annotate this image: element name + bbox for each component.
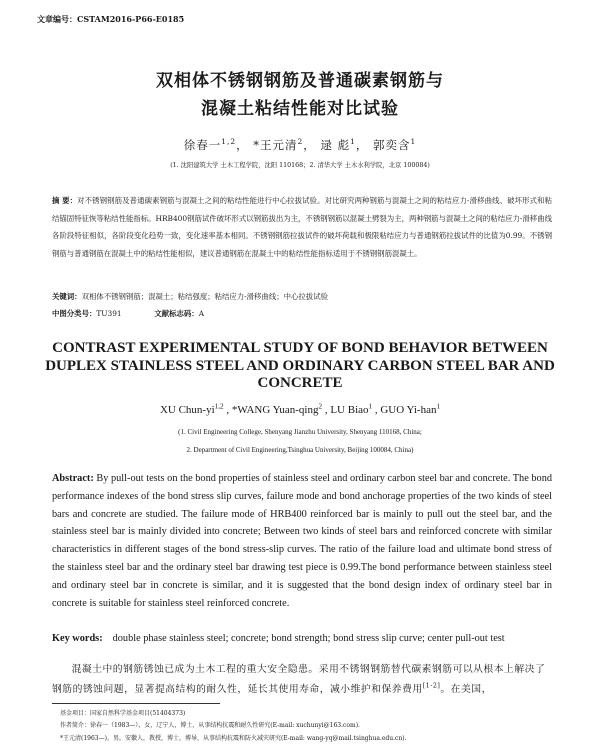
chinese-title-line-2: 混凝土粘结性能对比试验 [201, 99, 399, 119]
footnote-author-1: 作者简介：徐春一（1983—），女，辽宁人，博士，从事结构抗震和耐久性研究(E-mail: xuchunyi@163.com). [60, 722, 360, 729]
author-affiliation-mark: 1 [368, 402, 373, 411]
author-affiliation-mark: 1,2 [221, 137, 237, 147]
chinese-keywords [52, 291, 552, 302]
footnote-author-2: *王元清(1963—)，男，安徽人，教授，博士，博导，从事结构抗震和防火减灾研究(E-mail: wang-yq@mail.tsinghua.edu.cn). [60, 735, 407, 742]
footnote-funding: 基金项目：国家自然科学基金项目(51404373) [60, 710, 186, 717]
author-name: 徐春一 [183, 138, 222, 152]
document-code-value: A [198, 309, 205, 318]
author-name: XU Chun-yi [159, 404, 215, 416]
keywords-label: Key words: [52, 633, 103, 644]
article-number: 文章编号：CSTAM2016-P66-E0185 [37, 14, 185, 24]
abstract-text: By pull-out tests on the bond properties of stainless steel and ordinary carbon steel bar and concrete. The bond performance indexes of the bond stress slip curves, failure mode and bond anchorage properties of the two kinds of steel bars and concrete are studied. The failure mode of HRB400 reinforced bar is mainly to pull out the steel bar, and the stainless steel bar is mainly divided into concrete; Between two kinds of steel bars and reinforced concrete with similar characteristics in different stages of the bond stress-slip curves. The ratio of the failure load and ultimate bond stress of the stainless steel bar and the ordinary steel bar drawing test piece is 0.99.The bond performance between stainless steel and ordinary steel bar in concrete is similar, and it is suggested that the bond design index of ordinary steel bar in concrete is suitable for stainless steel reinforced concrete. [52, 473, 552, 609]
author-separator: ， [236, 138, 249, 152]
chinese-title-line-1: 双相体不锈钢钢筋及普通碳素钢筋与 [156, 71, 444, 91]
keywords-text: double phase stainless steel; concrete; bond strength; bond stress slip curve; center pull-out test [112, 633, 505, 644]
author-separator: , [322, 404, 331, 416]
chinese-affiliation: (1. 沈阳建筑大学 土木工程学院，沈阳 110168；2. 清华大学 土木水利学院，北京 100084) [170, 162, 430, 169]
body-paragraph [52, 660, 552, 700]
keywords-label: 关键词： [52, 292, 82, 301]
author-name: 郭奕含 [373, 138, 411, 152]
chinese-abstract [52, 192, 552, 262]
author-separator: ， [355, 138, 369, 152]
english-title: CONTRAST EXPERIMENTAL STUDY OF BOND BEHAVIOR BETWEEN DUPLEX STAINLESS STEEL AND ORDINARY CARBON STEEL BAR AND CONCRETE [45, 340, 555, 391]
english-abstract [52, 470, 552, 612]
abstract-label: Abstract: [52, 473, 94, 484]
author-name: *WANG Yuan-qing [231, 404, 319, 416]
citation-mark: [1-2] [422, 681, 441, 690]
english-authors [0, 404, 600, 416]
footnote-divider [52, 703, 220, 704]
classification-line [52, 308, 552, 319]
english-keywords [52, 633, 552, 644]
class-number-label: 中图分类号： [52, 309, 97, 318]
author-name: GUO Yi-han [380, 404, 437, 416]
author-affiliation-mark: 2 [318, 402, 323, 411]
author-affiliation-mark: 1 [350, 137, 356, 147]
author-separator: , [223, 404, 232, 416]
class-number-value: TU391 [96, 309, 122, 318]
keywords-text: 双相体不锈钢钢筋；混凝土；粘结强度；粘结应力-滑移曲线；中心拉拔试验 [81, 292, 328, 301]
abstract-text: 对不锈钢钢筋及普通碳素钢筋与混凝土之间的粘结性能进行中心拉拔试验。对比研究两种钢筋与混凝土之间的粘结应力-滑移曲线、破坏形式和粘结锚固特征恢等粘结性能指标。HRB400钢筋试件破坏形式以钢筋拔出为主，不锈钢钢筋以混凝土劈裂为主，两种钢筋与混凝土之间的粘结应力-滑移曲线各阶段特征相似，各阶段变化趋势一致，变化速率基本相同。不锈钢钢筋拉拔试件的破坏荷载和极限粘结应力与普通钢筋拉拔试件的比值为0.99。不锈钢钢筋与普通钢筋在混凝土中的粘结性能相似，建议普通钢筋在混凝土中的粘结性能指标适用于不锈钢钢筋混凝土。 [52, 196, 552, 258]
body-text: 混凝土中的钢筋锈蚀已成为土木工程的重大安全隐患。采用不锈钢钢筋替代碳素钢筋可以从根本上解决了钢筋的锈蚀问题，显著提高结构的耐久性，延长其使用寿命，减小维护和保养费用 [52, 664, 546, 695]
author-separator: ， [303, 138, 316, 152]
author-affiliation-mark: 2 [297, 137, 304, 147]
english-affiliation-1: (1. Civil Engineering College, Shenyang Jianzhu University, Shenyang 110168, China; [178, 428, 422, 436]
body-text-tail: 。在美国， [440, 684, 492, 695]
author-name: LU Biao [330, 404, 369, 416]
author-affiliation-mark: 1 [436, 402, 441, 411]
document-code-label: 文献标志码： [154, 309, 199, 318]
author-name: *王元清 [253, 138, 298, 152]
author-separator: , [372, 404, 381, 416]
author-affiliation-mark: 1 [410, 137, 417, 147]
author-name: 逯 彪 [320, 138, 351, 152]
chinese-authors [0, 137, 600, 153]
english-affiliation-2: 2. Department of Civil Engineering,Tsinghua University, Beijing 100084, China) [186, 446, 414, 454]
author-affiliation-mark: 1,2 [214, 402, 224, 411]
abstract-label: 摘 要： [52, 196, 78, 205]
